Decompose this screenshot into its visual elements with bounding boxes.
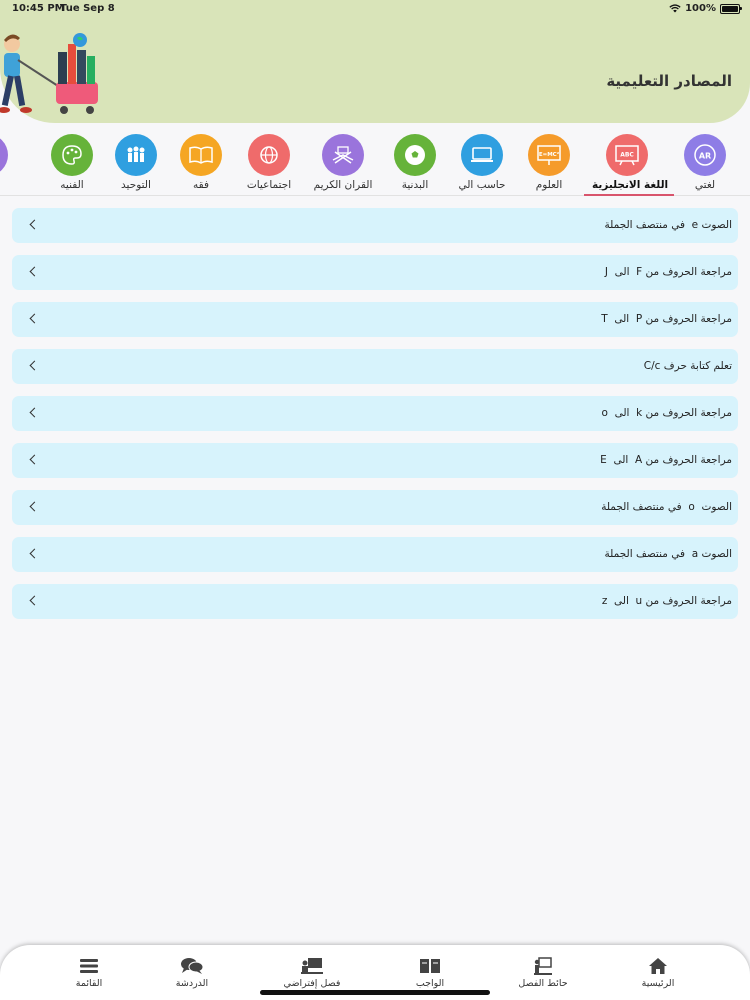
tab-label: اجتماعيات xyxy=(246,179,292,191)
battery-percent: 100% xyxy=(685,3,716,14)
abc-board-icon xyxy=(606,134,648,176)
lesson-title: مراجعة الحروف من F الى J xyxy=(604,266,732,278)
tab-social[interactable] xyxy=(234,134,304,194)
lesson-title: مراجعة الحروف من A الى E xyxy=(600,454,732,466)
list-item[interactable] xyxy=(12,537,738,572)
tabbar-label: فصل إفتراضي xyxy=(283,978,341,989)
tab-partial[interactable] xyxy=(0,134,22,194)
chevron-left-icon xyxy=(30,502,40,512)
ar-letters-icon xyxy=(684,134,726,176)
tab-fiqh[interactable] xyxy=(166,134,236,194)
tab-tawheed[interactable] xyxy=(101,134,171,194)
tab-physical[interactable] xyxy=(380,134,450,194)
lesson-title: مراجعة الحروف من k الى o xyxy=(601,407,732,419)
home-indicator[interactable] xyxy=(260,990,490,995)
science-board-icon xyxy=(528,134,570,176)
lesson-title: مراجعة الحروف من u الى z xyxy=(601,595,732,607)
status-time: 10:45 PM xyxy=(12,3,65,14)
palette-icon xyxy=(51,134,93,176)
football-icon xyxy=(394,134,436,176)
lesson-title: الصوت a في منتصف الجملة xyxy=(604,548,732,560)
tabbar-class-wall[interactable] xyxy=(493,955,593,989)
clipboard-icon xyxy=(0,134,8,176)
chevron-left-icon xyxy=(30,361,40,371)
status-bar xyxy=(0,0,750,18)
chevron-left-icon xyxy=(30,455,40,465)
tabbar-home[interactable] xyxy=(608,955,708,989)
page-title: المصادر التعليمية xyxy=(606,72,732,90)
lesson-list xyxy=(12,208,738,631)
tab-label: اللغة الانجليزية xyxy=(592,179,669,191)
list-item[interactable] xyxy=(12,208,738,243)
tab-label: البدنية xyxy=(401,179,429,191)
tab-computer[interactable] xyxy=(447,134,517,194)
tabbar-label: الواجب xyxy=(415,978,445,989)
list-item[interactable] xyxy=(12,349,738,384)
tab-label: لغتي xyxy=(694,179,716,191)
ar-glyph: AR xyxy=(698,151,712,161)
people-icon xyxy=(115,134,157,176)
tabbar-menu[interactable] xyxy=(39,955,139,989)
home-icon xyxy=(646,955,670,977)
tab-quran[interactable] xyxy=(308,134,378,194)
abc-glyph: ABC xyxy=(620,151,634,159)
wifi-icon xyxy=(669,4,681,13)
tabbar-chat[interactable] xyxy=(142,955,242,989)
lesson-title: مراجعة الحروف من P الى T xyxy=(601,313,732,325)
list-item[interactable] xyxy=(12,396,738,431)
computer-icon xyxy=(461,134,503,176)
tabbar-homework[interactable] xyxy=(380,955,480,989)
list-item[interactable] xyxy=(12,584,738,619)
chevron-left-icon xyxy=(30,408,40,418)
tab-label: فقه xyxy=(193,179,209,191)
tabbar-label: القائمة xyxy=(75,978,103,989)
list-item[interactable] xyxy=(12,443,738,478)
lesson-title: تعلم كتابة حرف C/c xyxy=(643,360,732,372)
subject-tabs xyxy=(0,128,750,196)
list-item[interactable] xyxy=(12,490,738,525)
book-icon xyxy=(180,134,222,176)
tab-label: الفنيه xyxy=(60,179,84,191)
tab-label: التوحيد xyxy=(121,179,151,191)
chevron-left-icon xyxy=(30,220,40,230)
tab-label xyxy=(0,179,22,191)
tab-science[interactable] xyxy=(514,134,584,194)
homework-icon xyxy=(418,955,442,977)
tab-english[interactable] xyxy=(592,134,669,194)
chevron-left-icon xyxy=(30,596,40,606)
tabbar-virtual-class[interactable] xyxy=(262,955,362,989)
menu-icon xyxy=(77,955,101,977)
tab-arabic[interactable] xyxy=(670,134,740,194)
chevron-left-icon xyxy=(30,314,40,324)
science-glyph: E=MC² xyxy=(538,152,560,158)
tab-label: القران الكريم xyxy=(313,179,373,191)
lesson-title: الصوت o في منتصف الجملة xyxy=(601,501,732,513)
class-wall-icon xyxy=(531,955,555,977)
globe-icon xyxy=(248,134,290,176)
chat-icon xyxy=(180,955,204,977)
tab-label: حاسب الي xyxy=(458,179,506,191)
student-cart-illustration xyxy=(0,26,110,123)
lesson-title: الصوت e في منتصف الجملة xyxy=(604,219,732,231)
battery-icon xyxy=(720,4,740,14)
tab-art[interactable] xyxy=(37,134,107,194)
quran-icon xyxy=(322,134,364,176)
active-tab-indicator xyxy=(584,194,674,196)
tabbar-label: حائط الفصل xyxy=(518,978,568,989)
tab-label: العلوم xyxy=(535,179,563,191)
virtual-class-icon xyxy=(300,955,324,977)
chevron-left-icon xyxy=(30,267,40,277)
list-item[interactable] xyxy=(12,302,738,337)
tabbar-label: الدردشة xyxy=(175,978,209,989)
tabbar-label: الرئيسية xyxy=(641,978,675,989)
list-item[interactable] xyxy=(12,255,738,290)
chevron-left-icon xyxy=(30,549,40,559)
status-date: Tue Sep 8 xyxy=(60,3,115,14)
header-banner xyxy=(0,0,750,123)
